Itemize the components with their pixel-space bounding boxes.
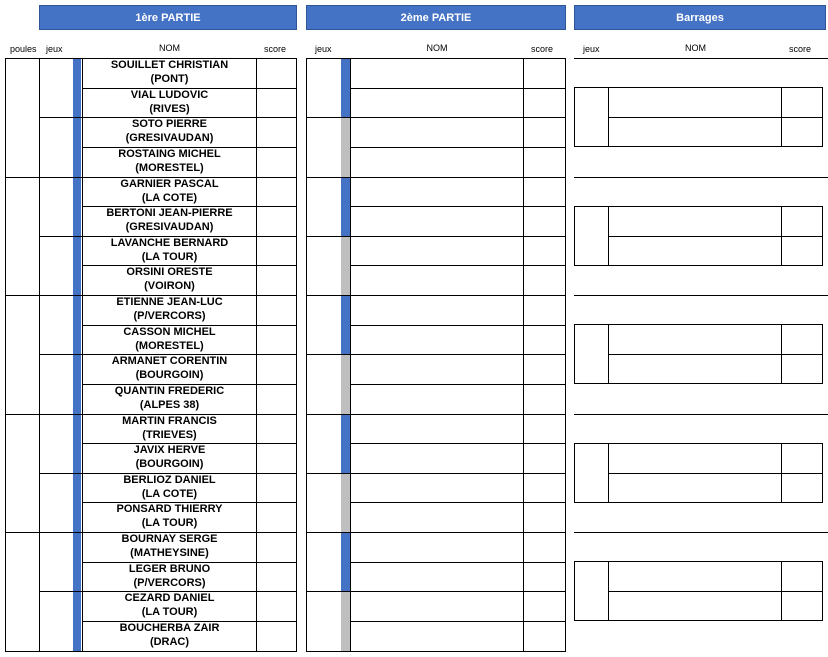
part2-name-cell (351, 295, 523, 325)
part2-bar (341, 118, 350, 176)
col-label-jeux-2: jeux (315, 44, 332, 54)
part2-bar (341, 296, 350, 354)
player-name: BERLIOZ DANIEL (123, 473, 216, 486)
player-club: (DRAC) (149, 635, 190, 648)
player-name: MARTIN FRANCIS (122, 414, 217, 427)
poule-top-border-3 (574, 414, 828, 415)
player-club: (LA TOUR) (141, 606, 198, 619)
part1-bar (73, 296, 81, 354)
player-club: (PONT) (150, 73, 189, 85)
barrage-divider (608, 591, 823, 592)
player-name-cell (83, 147, 256, 177)
part2-name-cell (351, 206, 523, 236)
col-label-jeux-3: jeux (583, 44, 600, 54)
barrage-number (575, 324, 608, 384)
player-name: LEGER BRUNO (128, 562, 211, 575)
header-part2 (306, 5, 566, 30)
col-label-nom-1: NOM (159, 43, 180, 53)
jeu-number (40, 591, 72, 650)
part1-bar (73, 59, 81, 117)
col-label-nom-3: NOM (685, 43, 706, 53)
player-name-cell (83, 532, 256, 562)
player-name: ROSTAING MICHEL (118, 147, 221, 160)
score-cell (257, 621, 296, 651)
score-cell (257, 473, 296, 503)
poule-number (6, 295, 39, 414)
part1-bar (73, 237, 81, 295)
barrage-number (575, 206, 608, 266)
part2-bar (341, 355, 350, 413)
player-name: CASSON MICHEL (123, 325, 216, 338)
part1-bar (73, 415, 81, 473)
player-name-cell (83, 88, 256, 118)
part2-name-cell (351, 562, 523, 592)
barrage-divider (608, 117, 823, 118)
player-name-cell (83, 206, 256, 236)
part2-bar (341, 533, 350, 591)
player-name: ARMANET CORENTIN (111, 355, 228, 368)
part2-name-cell (351, 532, 523, 562)
player-club: (ALPES 38) (139, 398, 200, 411)
part2-name-cell (351, 621, 523, 651)
player-name: CEZARD DANIEL (124, 592, 215, 605)
barrage-number (575, 443, 608, 503)
part2-name-cell (351, 414, 523, 444)
part1-bar (73, 474, 81, 532)
part1-bar (73, 118, 81, 176)
player-club: (VOIRON) (144, 280, 195, 293)
part2-name-cell (351, 236, 523, 266)
barrage-number (575, 87, 608, 147)
player-club: (MATHEYSINE) (130, 547, 209, 559)
part2-name-cell (351, 591, 523, 621)
score-cell (257, 206, 296, 236)
jeu2-number (307, 117, 340, 176)
player-name: ORSINI ORESTE (126, 266, 213, 279)
part2-name-cell (351, 147, 523, 177)
jeu-number (40, 58, 72, 117)
poule-number (6, 177, 39, 296)
score-cell (257, 295, 296, 325)
jeu-number (40, 414, 72, 473)
player-name-cell (83, 621, 256, 651)
player-name-cell (83, 473, 256, 503)
player-name: VIAL LUDOVIC (130, 88, 209, 101)
score-cell (257, 443, 296, 473)
part2-name-cell (351, 58, 523, 88)
score-cell (257, 354, 296, 384)
part2-name-cell (351, 443, 523, 473)
player-name: PONSARD THIERRY (116, 503, 223, 516)
part2-name-cell (351, 117, 523, 147)
part1-bar (73, 355, 81, 413)
jeu2-number (307, 473, 340, 532)
jeu2-number (307, 532, 340, 591)
jeu2-number (307, 236, 340, 295)
part2-name-cell (351, 502, 523, 532)
player-name: ETIENNE JEAN-LUC (116, 296, 223, 308)
part2-name-cell (351, 325, 523, 355)
part2-bar (341, 178, 350, 236)
score-cell (257, 236, 296, 266)
score-cell (257, 532, 296, 562)
player-club: (MORESTEL) (135, 161, 204, 174)
player-name: BOUCHERBA ZAIR (119, 621, 220, 634)
jeu-number (40, 177, 72, 236)
poule-top-border-3 (574, 532, 828, 533)
header-part1 (39, 5, 297, 30)
player-name-cell (83, 443, 256, 473)
score-cell (257, 591, 296, 621)
player-club: (LA TOUR) (141, 517, 198, 530)
part2-bar (341, 237, 350, 295)
jeu-number (40, 354, 72, 413)
player-club: (LA COTE) (141, 487, 198, 500)
player-name: JAVIX HERVE (133, 444, 206, 457)
player-name-cell (83, 502, 256, 532)
poule-top-border-3 (574, 177, 828, 178)
jeu2-number (307, 295, 340, 354)
header-barrages (574, 5, 826, 30)
player-club: (LA COTE) (141, 191, 198, 204)
barrage-divider (608, 354, 823, 355)
player-club: (BOURGOIN) (135, 458, 204, 471)
player-club: (RIVES) (149, 102, 190, 115)
grid-bottom-2 (306, 651, 566, 652)
part1-bar (73, 533, 81, 591)
player-name-cell (83, 265, 256, 295)
score-cell (257, 414, 296, 444)
score-cell (257, 88, 296, 118)
part1-bar (73, 592, 81, 650)
jeu2-number (307, 591, 340, 650)
col-label-score-3: score (789, 44, 812, 54)
player-club: (BOURGOIN) (135, 369, 204, 382)
player-name-cell (83, 414, 256, 444)
jeu-number (40, 117, 72, 176)
part2-name-cell (351, 177, 523, 207)
part2-bar (341, 592, 350, 650)
header-barrages-label: Barrages (676, 11, 724, 24)
player-name-cell (83, 591, 256, 621)
jeu-number (40, 236, 72, 295)
score-cell (257, 325, 296, 355)
poule-number (6, 414, 39, 533)
score-cell (257, 562, 296, 592)
player-name-cell (83, 58, 256, 88)
part2-bar (341, 59, 350, 117)
player-name-cell (83, 562, 256, 592)
player-name-cell (83, 295, 256, 325)
col-label-jeux-1: jeux (46, 44, 63, 54)
col-label-nom-2: NOM (426, 43, 448, 53)
part2-name-cell (351, 473, 523, 503)
player-name: BOURNAY SERGE (121, 533, 218, 545)
part2-bar (341, 474, 350, 532)
col-label-poules: poules (10, 44, 37, 54)
player-name-cell (83, 354, 256, 384)
part2-bar (341, 415, 350, 473)
score-cell (257, 502, 296, 532)
jeu2-number (307, 414, 340, 473)
jeu2-number (307, 354, 340, 413)
part2-name-cell (351, 384, 523, 414)
jeu-number (40, 532, 72, 591)
player-name: LAVANCHE BERNARD (110, 236, 229, 249)
poule-number (6, 532, 39, 651)
poule-top-border-3 (574, 58, 828, 59)
player-name-cell (83, 236, 256, 266)
header-part2-label: 2ème PARTIE (400, 11, 472, 24)
player-club: (MORESTEL) (135, 339, 204, 352)
player-name-cell (83, 325, 256, 355)
part2-name-cell (351, 88, 523, 118)
poule-number (6, 58, 39, 177)
player-club: (P/VERCORS) (133, 310, 206, 322)
player-name: SOUILLET CHRISTIAN (110, 59, 229, 71)
jeu2-number (307, 58, 340, 117)
col-label-score-2: score (531, 44, 554, 54)
barrage-divider (608, 473, 823, 474)
player-club: (GRESIVAUDAN) (125, 132, 214, 145)
player-name-cell (83, 384, 256, 414)
jeu-number (40, 295, 72, 354)
score-cell (257, 384, 296, 414)
player-club: (P/VERCORS) (133, 576, 206, 589)
part2-name-cell (351, 265, 523, 295)
score-cell (257, 265, 296, 295)
barrage-divider (608, 236, 823, 237)
player-name: BERTONI JEAN-PIERRE (106, 207, 233, 220)
player-club: (TRIEVES) (142, 428, 197, 441)
col-label-score-1: score (264, 44, 287, 54)
header-part1-label: 1ère PARTIE (135, 11, 201, 24)
player-name: GARNIER PASCAL (120, 177, 219, 190)
player-club: (LA TOUR) (141, 250, 198, 263)
jeu-number (40, 473, 72, 532)
player-name: QUANTIN FREDERIC (114, 384, 225, 397)
grid-bottom (5, 651, 297, 652)
player-club: (GRESIVAUDAN) (125, 221, 214, 234)
poule-top-border-3 (574, 295, 828, 296)
barrage-number (575, 561, 608, 621)
score-cell (257, 147, 296, 177)
player-name: SOTO PIERRE (132, 118, 207, 131)
score-cell (257, 117, 296, 147)
part2-name-cell (351, 354, 523, 384)
part1-bar (73, 178, 81, 236)
score-cell (257, 58, 296, 88)
player-name-cell (83, 177, 256, 207)
jeu2-number (307, 177, 340, 236)
player-name-cell (83, 117, 256, 147)
score-cell (257, 177, 296, 207)
